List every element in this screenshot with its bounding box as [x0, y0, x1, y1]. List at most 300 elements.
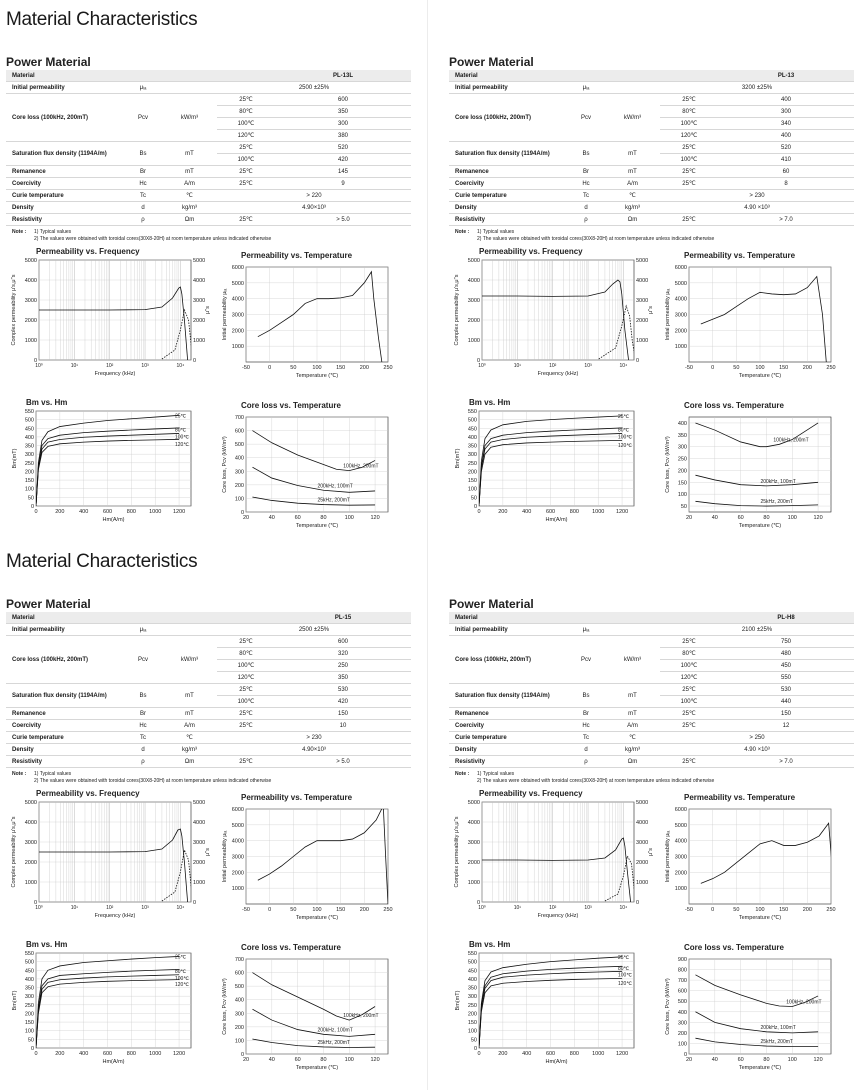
y-tick-label: 6000 [674, 807, 687, 813]
x-tick-label: 1200 [172, 509, 186, 515]
y-tick-label: 400 [467, 434, 477, 441]
x-tick-label: 60 [294, 515, 301, 521]
series-label: 100kHz, 200mT [343, 463, 379, 470]
param-unit: mT [162, 684, 217, 708]
param-symbol: Br [124, 166, 162, 178]
chart-cl [222, 401, 388, 529]
param-value: 340 [718, 118, 854, 130]
y-tick-label: 500 [24, 417, 34, 424]
plot-area [482, 802, 634, 902]
column-divider [427, 0, 428, 1090]
x-tick-label: 1200 [615, 509, 629, 515]
param-condition: 120℃ [217, 130, 275, 142]
y-tick-label: 150 [24, 478, 34, 485]
param-symbol: d [567, 744, 605, 756]
x-tick-label: 10² [106, 905, 114, 911]
x-tick-label: 100 [312, 365, 322, 371]
y-tick-label: 400 [677, 420, 687, 427]
chart-pt [222, 251, 393, 379]
x-tick-label: 250 [826, 907, 836, 913]
table-header-row [449, 612, 854, 624]
x-tick-label: 800 [569, 1051, 579, 1057]
param-name: Density [449, 744, 567, 756]
note-2: 2) The values were obtained with toroidal cores(30X8-20H) at room temperature unless indicated otherwise [477, 778, 715, 784]
y-tick-label: 0 [473, 1046, 477, 1052]
section-subtitle: Power Material [6, 597, 91, 611]
param-value: > 220 [217, 190, 411, 202]
x-tick-label: 200 [359, 365, 369, 371]
chart-pt [665, 793, 836, 921]
y-tick-label: 5000 [674, 280, 687, 287]
table-header-row [6, 612, 411, 624]
param-condition: 25℃ [217, 636, 275, 648]
series-line [162, 310, 194, 360]
chart-title: Bm vs. Hm [469, 398, 511, 407]
param-name: Curie temperature [6, 732, 124, 744]
param-name: Resistivity [6, 214, 124, 226]
y-axis-label: Bm(mT) [12, 990, 18, 1011]
param-name: Curie temperature [6, 190, 124, 202]
series-line [258, 272, 382, 362]
chart-pt [665, 251, 836, 379]
param-condition: 120℃ [217, 672, 275, 684]
x-tick-label: 10¹ [70, 363, 78, 369]
y2-tick-label: 5000 [636, 800, 649, 806]
param-value: 10 [275, 720, 411, 732]
param-condition: 100℃ [660, 118, 718, 130]
param-condition: 25℃ [217, 756, 275, 768]
param-unit: Ωm [162, 214, 217, 226]
param-value: 9 [275, 178, 411, 190]
x-tick-label: 100 [755, 907, 765, 913]
param-value: 600 [275, 636, 411, 648]
series-label: 200kHz, 100mT [760, 1024, 796, 1031]
param-symbol: ρ [124, 756, 162, 768]
param-unit: mT [605, 142, 660, 166]
series-label: 100kHz, 200mT [343, 1013, 379, 1020]
material-block [449, 596, 854, 787]
series-label: 25℃ [175, 413, 187, 420]
y-tick-label: 300 [234, 469, 244, 476]
note-1: 1) Typical values [34, 771, 72, 777]
section-title: Material Characteristics [6, 9, 198, 30]
param-value: 420 [275, 154, 411, 166]
param-name: Saturation flux density (1194A/m) [449, 142, 567, 166]
x-tick-label: 100 [755, 365, 765, 371]
y-tick-label: 400 [234, 455, 244, 462]
row-core-loss [6, 94, 411, 106]
x-tick-label: 20 [685, 515, 693, 521]
chart-title: Permeability vs. Temperature [684, 793, 796, 802]
y-tick-label: 350 [467, 985, 477, 992]
y-tick-label: 5000 [467, 258, 480, 264]
param-unit: mT [162, 708, 217, 720]
chart-cl [665, 401, 831, 529]
series-label: 100℃ [175, 975, 189, 982]
series-label: 80℃ [175, 427, 187, 434]
param-value: 420 [275, 696, 411, 708]
x-tick-label: 100 [344, 1057, 354, 1063]
plot-area [482, 260, 634, 360]
series-label: 25kHz, 200mT [317, 497, 350, 504]
x-tick-label: 80 [320, 1057, 327, 1063]
note-1: 1) Typical values [477, 229, 515, 235]
series-line [701, 823, 836, 904]
y-axis-label: Initial permeability μᵢₐ [222, 288, 228, 341]
y-tick-label: 4000 [231, 838, 244, 845]
y-tick-label: 5000 [24, 800, 37, 806]
series-label: 100kHz, 200mT [786, 999, 822, 1006]
param-condition: 25℃ [660, 636, 718, 648]
charts-svg [449, 785, 854, 1071]
param-condition: 25℃ [217, 684, 275, 696]
y-tick-label: 350 [24, 985, 34, 992]
y-tick-label: 0 [476, 358, 480, 364]
series-label: 25℃ [618, 954, 630, 961]
y2-tick-label: 1000 [193, 338, 206, 344]
y-tick-label: 300 [677, 1020, 687, 1027]
x-tick-label: 0 [268, 907, 272, 913]
y-tick-label: 700 [234, 957, 244, 963]
param-value: > 5.0 [275, 214, 411, 226]
y-tick-label: 550 [24, 951, 34, 957]
x-tick-label: 10⁰ [35, 905, 43, 911]
y2-tick-label: 5000 [193, 258, 206, 264]
param-unit: mT [162, 142, 217, 166]
y-tick-label: 100 [467, 1028, 477, 1035]
param-unit: Ωm [162, 756, 217, 768]
x-axis-label: Temperature (℃) [295, 523, 339, 529]
y-tick-label: 50 [470, 495, 477, 502]
y-tick-label: 1000 [24, 880, 37, 886]
y-tick-label: 0 [476, 900, 480, 906]
param-condition: 120℃ [660, 130, 718, 142]
x-tick-label: -50 [242, 365, 250, 371]
y-tick-label: 700 [677, 978, 687, 985]
param-name: Density [6, 744, 124, 756]
x-tick-label: 10³ [141, 363, 149, 369]
param-value: 300 [275, 118, 411, 130]
y-tick-label: 50 [680, 504, 687, 511]
y-axis-label: Initial permeability μᵢₐ [665, 830, 671, 883]
param-name: Resistivity [449, 214, 567, 226]
param-symbol: Br [124, 708, 162, 720]
param-name: Core loss (100kHz, 200mT) [6, 636, 124, 684]
param-name: Initial permeability [6, 82, 124, 94]
param-value: > 5.0 [275, 756, 411, 768]
param-condition: 100℃ [217, 154, 275, 166]
param-symbol: Bs [124, 684, 162, 708]
series-line [695, 1038, 818, 1046]
y-tick-label: 3000 [467, 840, 480, 846]
series-line [39, 829, 188, 902]
param-value: 450 [718, 660, 854, 672]
x-tick-label: 800 [126, 509, 136, 515]
x-tick-label: 40 [268, 1057, 275, 1063]
param-value: 145 [275, 166, 411, 178]
param-symbol: ρ [124, 214, 162, 226]
param-value: 380 [275, 130, 411, 142]
x-tick-label: 10³ [141, 905, 149, 911]
param-name: Resistivity [449, 756, 567, 768]
x-tick-label: 200 [498, 509, 508, 515]
y2-tick-label: 1000 [636, 338, 649, 344]
series-label: 25℃ [175, 954, 187, 961]
param-symbol: Hc [124, 178, 162, 190]
charts-pl-13 [449, 243, 854, 529]
x-tick-label: 50 [733, 365, 740, 371]
y-tick-label: 250 [467, 460, 477, 467]
x-axis-label: Hm(A/m) [102, 517, 125, 523]
y2-tick-label: 5000 [193, 800, 206, 806]
note-1: 1) Typical values [34, 229, 72, 235]
x-tick-label: 200 [55, 1051, 65, 1057]
y-tick-label: 200 [234, 1024, 244, 1031]
y-tick-label: 200 [467, 469, 477, 476]
x-tick-label: 600 [545, 509, 556, 515]
param-symbol: Pcv [124, 94, 162, 142]
x-tick-label: 1000 [592, 509, 605, 515]
chart-title: Permeability vs. Temperature [241, 251, 353, 260]
y2-tick-label: 3000 [193, 298, 206, 304]
param-condition: 25℃ [217, 178, 275, 190]
y-tick-label: 150 [677, 480, 687, 487]
series-line [482, 838, 631, 902]
row-resistivity [6, 756, 411, 768]
x-tick-label: 800 [569, 509, 579, 515]
y-tick-label: 0 [683, 1052, 687, 1058]
y-tick-label: 600 [234, 970, 244, 977]
param-name: Density [449, 202, 567, 214]
param-condition: 25℃ [660, 166, 718, 178]
param-value: 520 [275, 142, 411, 154]
y-axis-label: Complex permeability μ's,μ''s [454, 816, 460, 888]
param-name: Coercivity [6, 720, 124, 732]
param-condition: 100℃ [217, 696, 275, 708]
param-unit: ℃ [605, 190, 660, 202]
param-unit: mT [162, 166, 217, 178]
y-axis-label: Complex permeability μ's,μ''s [11, 816, 17, 888]
chart-bh [12, 940, 191, 1065]
y-tick-label: 50 [470, 1037, 477, 1044]
param-name: Core loss (100kHz, 200mT) [6, 94, 124, 142]
row-core-loss [6, 636, 411, 648]
y2-tick-label: 3000 [193, 840, 206, 846]
series-label: 120℃ [175, 441, 189, 448]
x-tick-label: 20 [685, 1057, 693, 1063]
note-1: 1) Typical values [477, 771, 515, 777]
x-tick-label: 1200 [615, 1051, 629, 1057]
material-block [6, 54, 411, 245]
x-tick-label: 40 [711, 1057, 718, 1063]
row-coercivity [449, 178, 854, 190]
param-unit: kg/m³ [605, 744, 660, 756]
x-tick-label: -50 [242, 907, 250, 913]
x-tick-label: 10⁰ [478, 363, 486, 369]
x-tick-label: 1200 [172, 1051, 186, 1057]
param-symbol: Pcv [567, 94, 605, 142]
y-tick-label: 250 [24, 1002, 34, 1009]
param-name: Resistivity [6, 756, 124, 768]
x-axis-label: Frequency (kHz) [94, 913, 136, 919]
param-condition: 25℃ [660, 94, 718, 106]
row-remanence [449, 708, 854, 720]
param-value: 530 [275, 684, 411, 696]
param-name: Core loss (100kHz, 200mT) [449, 94, 567, 142]
table-header-row [6, 70, 411, 82]
y-tick-label: 6000 [231, 807, 244, 813]
param-symbol: d [124, 202, 162, 214]
param-condition: 100℃ [217, 660, 275, 672]
param-value: > 7.0 [718, 214, 854, 226]
y-tick-label: 400 [677, 1009, 687, 1016]
param-name: Remanence [6, 708, 124, 720]
chart-bh [12, 398, 191, 523]
param-unit: ℃ [162, 732, 217, 744]
row-initial-permeability [449, 624, 854, 636]
y2-axis-label: μ''s [205, 305, 211, 315]
series-label: 25kHz, 200mT [760, 499, 793, 506]
y-tick-label: 5000 [24, 258, 37, 264]
param-condition: 80℃ [217, 106, 275, 118]
param-symbol: Bs [567, 142, 605, 166]
param-condition: 25℃ [660, 214, 718, 226]
param-condition: 100℃ [660, 696, 718, 708]
y-tick-label: 500 [24, 959, 34, 966]
param-name: Coercivity [449, 178, 567, 190]
y2-tick-label: 3000 [636, 298, 649, 304]
x-tick-label: 200 [55, 509, 65, 515]
x-tick-label: 20 [242, 515, 250, 521]
param-value: 530 [718, 684, 854, 696]
y-tick-label: 5000 [467, 800, 480, 806]
param-name: Saturation flux density (1194A/m) [6, 142, 124, 166]
material-block [6, 596, 411, 787]
y-tick-label: 2000 [24, 318, 37, 324]
row-remanence [6, 708, 411, 720]
x-tick-label: 250 [826, 365, 836, 371]
x-tick-label: 10⁰ [478, 905, 486, 911]
param-value: 150 [275, 708, 411, 720]
param-unit [605, 624, 660, 636]
x-tick-label: 1000 [592, 1051, 605, 1057]
row-saturation-flux [6, 142, 411, 154]
x-tick-label: 150 [336, 365, 346, 371]
y-tick-label: 300 [677, 444, 687, 451]
y-tick-label: 200 [677, 468, 687, 475]
param-symbol: Hc [567, 178, 605, 190]
y-tick-label: 4000 [24, 820, 37, 826]
y-tick-label: 400 [24, 976, 34, 983]
y-tick-label: 150 [467, 478, 477, 485]
table-header-row [449, 70, 854, 82]
y-tick-label: 0 [33, 900, 37, 906]
x-tick-label: 50 [733, 907, 740, 913]
x-tick-label: 200 [802, 907, 812, 913]
param-symbol: Tc [124, 190, 162, 202]
param-symbol: Bs [124, 142, 162, 166]
series-line [258, 806, 388, 904]
y-tick-label: 500 [677, 999, 687, 1006]
series-line [599, 306, 636, 360]
y-tick-label: 100 [24, 1028, 34, 1035]
y-tick-label: 3000 [467, 298, 480, 304]
y-tick-label: 2000 [24, 860, 37, 866]
param-condition: 25℃ [660, 142, 718, 154]
x-tick-label: 150 [336, 907, 346, 913]
y-tick-label: 1000 [467, 338, 480, 344]
y-tick-label: 2000 [467, 860, 480, 866]
y-axis-label: Core loss, Pcv (kW/m³) [665, 978, 671, 1035]
param-value: 2500 ±25% [217, 82, 411, 94]
row-density [449, 202, 854, 214]
y2-axis-label: μ''s [205, 847, 211, 857]
param-value: 250 [275, 660, 411, 672]
param-value: 400 [718, 94, 854, 106]
param-symbol: d [124, 744, 162, 756]
param-unit: kW/m³ [605, 94, 660, 142]
y-axis-label: Bm(mT) [455, 448, 461, 469]
x-tick-label: 10² [549, 363, 557, 369]
series-label: 80℃ [175, 968, 187, 975]
y-tick-label: 200 [467, 1011, 477, 1018]
x-tick-label: 60 [294, 1057, 301, 1063]
param-condition: 80℃ [660, 106, 718, 118]
x-axis-label: Frequency (kHz) [537, 371, 579, 377]
chart-title: Permeability vs. Temperature [684, 251, 796, 260]
y-tick-label: 5000 [231, 280, 244, 287]
chart-title: Bm vs. Hm [26, 398, 68, 407]
y-tick-label: 0 [33, 358, 37, 364]
row-density [6, 744, 411, 756]
material-table [6, 70, 411, 226]
row-saturation-flux [449, 142, 854, 154]
x-tick-label: 120 [370, 515, 380, 521]
param-value: 8 [718, 178, 854, 190]
row-core-loss [449, 94, 854, 106]
y-tick-label: 550 [467, 951, 477, 957]
y-tick-label: 3000 [674, 312, 687, 319]
y-tick-label: 350 [24, 443, 34, 450]
charts-pl-h8 [449, 785, 854, 1071]
section-title: Material Characteristics [6, 551, 198, 572]
row-remanence [449, 166, 854, 178]
section-subtitle: Power Material [449, 597, 534, 611]
param-unit: kW/m³ [605, 636, 660, 684]
y-tick-label: 0 [240, 510, 244, 516]
y2-tick-label: 0 [193, 358, 197, 364]
y-tick-label: 1000 [674, 886, 687, 893]
y2-tick-label: 5000 [636, 258, 649, 264]
series-label: 120℃ [618, 442, 632, 449]
x-tick-label: 600 [102, 1051, 113, 1057]
y-tick-label: 500 [234, 442, 244, 449]
param-unit: ℃ [605, 732, 660, 744]
y-axis-label: Bm(mT) [455, 990, 461, 1011]
param-value: 600 [275, 94, 411, 106]
param-unit: kg/m³ [162, 202, 217, 214]
param-value: 520 [718, 142, 854, 154]
y2-tick-label: 1000 [636, 880, 649, 886]
x-axis-label: Temperature (℃) [738, 373, 782, 379]
charts-svg [6, 785, 411, 1071]
y-tick-label: 800 [677, 967, 687, 974]
y-axis-label: Complex permeability μ's,μ''s [454, 274, 460, 346]
chart-bh [455, 398, 634, 523]
x-tick-label: 40 [711, 515, 718, 521]
row-curie-temperature [6, 732, 411, 744]
param-value: 2100 ±25% [660, 624, 854, 636]
